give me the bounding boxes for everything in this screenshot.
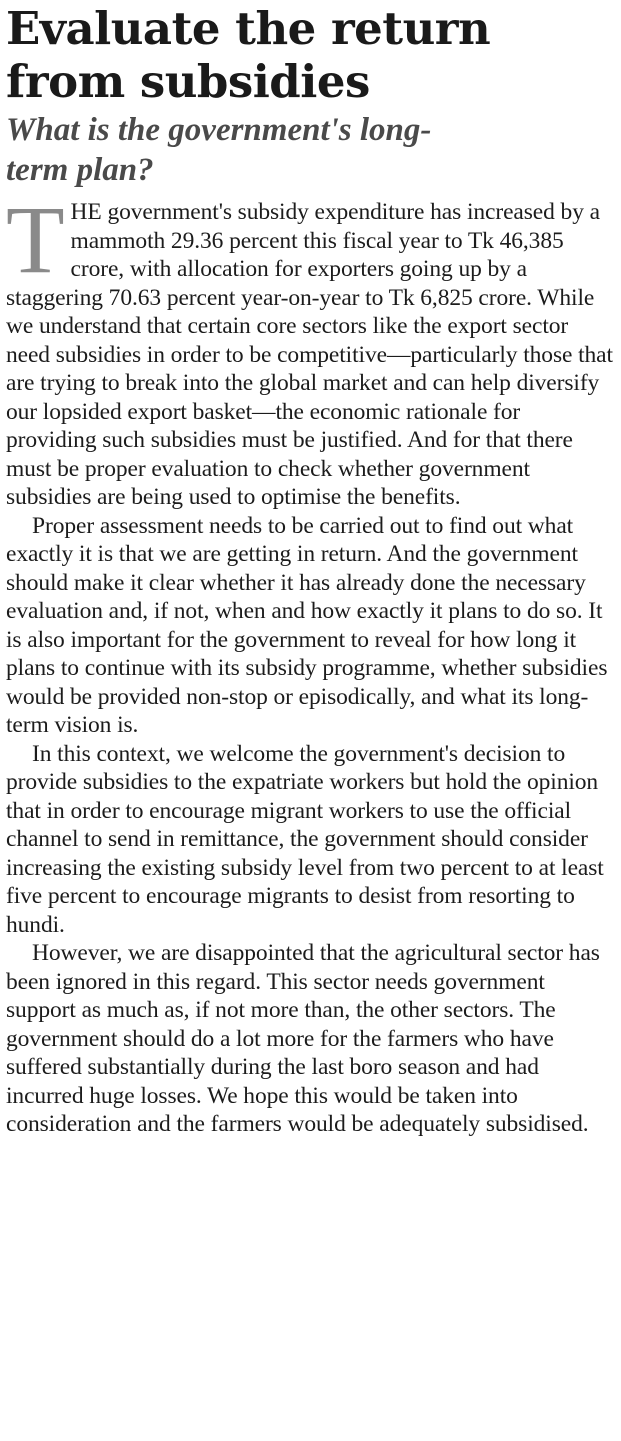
drop-cap: T [6, 186, 65, 293]
paragraph-3: In this context, we welcome the government's decision to provide subsidies to the expatriate workers but hold the opinion that in order to encourage migrant workers to use the official channel to send in remittance, the government should consider increasing the existing subsidy level from two percent to at least five percent to encourage migrants to desist from resorting to hundi. [6, 740, 604, 938]
paragraph-2: Proper assessment needs to be carried out to find out what exactly it is that we are getting in return. And the government should make it clear whether it has already done the necessary evaluation and, if not, when and how exactly it plans to do so. It is also important for the government to reveal for how long it plans to continue with its subsidy programme, whether subsidies would be provided non-stop or episodically, and what its long-term vision is. [6, 512, 608, 738]
headline: Evaluate the return from subsidies [6, 2, 491, 108]
paragraph-1 [6, 186, 615, 512]
subheadline: What is the government's long-term plan? [6, 112, 432, 188]
article-body [6, 186, 615, 1139]
paragraph-1-text: HE government's subsidy expenditure has increased by a mammoth 29.36 percent this fiscal year to Tk 46,385 crore, with allocation for exporters going up by a staggering 70.63 percent year-on-year to Tk 6,825 crore. While we understand that certain core sectors like the export sector need subsidies in order to be competitive—particularly those that are trying to break into the global market and can help diversify our lopsided export basket—the economic rationale for providing such subsidies must be justified. And for that there must be proper evaluation to check whether government subsidies are being used to optimise the benefits. [6, 199, 613, 510]
paragraph-4: However, we are disappointed that the agricultural sector has been ignored in this regard. This sector needs government support as much as, if not more than, the other sectors. The government should do a lot more for the farmers who have suffered substantially during the last boro season and had incurred huge losses. We hope this would be taken into consideration and the farmers would be adequately subsidised. [6, 940, 600, 1137]
